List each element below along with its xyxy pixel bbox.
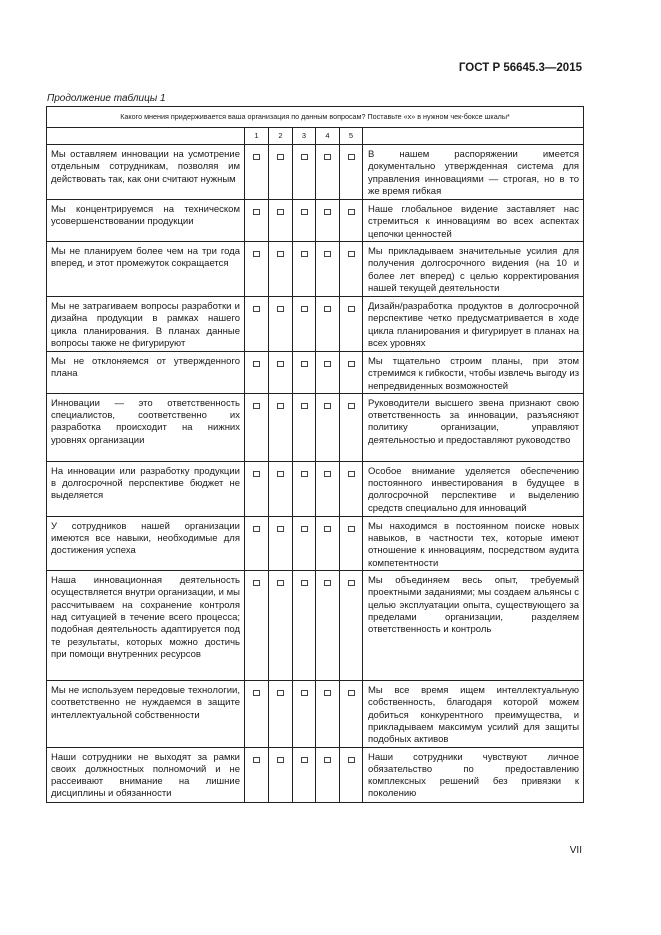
statement-right: Наши сотрудники чувствуют личное обязательство по предоставлению комплексных решений без привязки к поколению [363,747,584,802]
checkbox[interactable] [277,306,284,312]
checkbox[interactable] [277,209,284,215]
checkbox[interactable] [301,580,308,586]
checkbox[interactable] [348,361,355,367]
checkbox[interactable] [277,580,284,586]
checkbox-cell [245,352,269,394]
checkbox-cell [293,461,316,516]
statement-left: Наши сотрудники не выходят за рамки своих должностных полномочий и не рассеивают внимание на лишние дисциплины и обязанности [47,747,245,802]
checkbox[interactable] [277,526,284,532]
checkbox[interactable] [301,209,308,215]
checkbox[interactable] [277,154,284,160]
checkbox[interactable] [324,251,331,257]
statement-right: Мы все время ищем интеллектуальную собственность, благодаря которой можем добиться конкурентного преимущества, и прикладываем максимум усилий для защиты подобных активов [363,681,584,747]
checkbox-cell [245,461,269,516]
statement-right: Руководители высшего звена признают свою ответственность за инновации, разъясняют политику организации, управляют деятельностью и предоставляют руководство [363,393,584,461]
checkbox-cell [316,571,340,681]
checkbox-cell [316,297,340,352]
checkbox-cell [293,571,316,681]
checkbox-cell [269,200,293,242]
checkbox[interactable] [277,403,284,409]
checkbox[interactable] [301,403,308,409]
question-text: Какого мнения придерживается ваша организация по данным вопросам? Поставьте «x» в нужном чек-боксе шкалы* [47,107,584,128]
checkbox-cell [293,681,316,747]
checkbox[interactable] [348,209,355,215]
checkbox-cell [293,393,316,461]
checkbox[interactable] [324,526,331,532]
checkbox[interactable] [301,690,308,696]
checkbox[interactable] [253,471,260,477]
checkbox[interactable] [324,471,331,477]
scale-label-3: 3 [293,128,316,145]
checkbox-cell [340,352,363,394]
checkbox-cell [269,516,293,570]
checkbox-cell [340,747,363,802]
checkbox-cell [245,681,269,747]
checkbox[interactable] [301,757,308,763]
table-row [47,352,584,394]
checkbox-cell [269,242,293,297]
checkbox-cell [293,297,316,352]
checkbox-cell [245,747,269,802]
checkbox-cell [340,461,363,516]
scale-blank-left [47,128,245,145]
checkbox[interactable] [301,361,308,367]
checkbox-cell [269,393,293,461]
checkbox[interactable] [324,690,331,696]
table-row [47,747,584,802]
checkbox-cell [269,297,293,352]
checkbox[interactable] [348,251,355,257]
checkbox-cell [293,145,316,200]
checkbox-cell [245,516,269,570]
checkbox[interactable] [348,403,355,409]
checkbox-cell [245,571,269,681]
checkbox[interactable] [253,690,260,696]
checkbox[interactable] [253,306,260,312]
checkbox-cell [316,516,340,570]
checkbox-cell [269,352,293,394]
table-row [47,571,584,681]
statement-right: Мы объединяем весь опыт, требуемый проектными заданиями; мы создаем альянсы с целью эксплуатации опыта, существующего за пределами организации, разделяем ответственность и контроль [363,571,584,681]
table-row [47,393,584,461]
checkbox-cell [316,145,340,200]
checkbox[interactable] [324,209,331,215]
checkbox[interactable] [277,251,284,257]
statement-right: Дизайн/разработка продуктов в долгосрочной перспективе четко предусматривается в ходе цикла планирования и фигурирует в планах на всех уровнях [363,297,584,352]
checkbox[interactable] [301,471,308,477]
checkbox[interactable] [277,361,284,367]
table-row [47,242,584,297]
checkbox[interactable] [253,580,260,586]
checkbox-cell [340,297,363,352]
checkbox[interactable] [324,403,331,409]
checkbox[interactable] [324,154,331,160]
table-row [47,200,584,242]
scale-label-5: 5 [340,128,363,145]
checkbox-cell [340,200,363,242]
statement-left: Мы не используем передовые технологии, соответственно не нуждаемся в защите интеллектуальной собственности [47,681,245,747]
checkbox[interactable] [301,154,308,160]
statement-right: Мы находимся в постоянном поиске новых навыков, в частности тех, которые имеют отношение к инновациям, посредством аудита компетентности [363,516,584,570]
checkbox-cell [340,242,363,297]
statement-right: В нашем распоряжении имеется документально утвержденная система для управления инновациями — строгая, но в то же время гибкая [363,145,584,200]
assessment-table [46,106,584,803]
checkbox-cell [293,516,316,570]
table-row [47,681,584,747]
table-row [47,461,584,516]
table-caption: Продолжение таблицы 1 [47,93,166,104]
statement-left: Наша инновационная деятельность осуществляется внутри организации, и мы рассчитываем на сохранение контроля над ситуацией в течение всего процесса; подобная деятельность адаптируется под те результаты, которых можно достичь при помощи внутренних ресурсов [47,571,245,681]
checkbox[interactable] [253,251,260,257]
statement-left: На инновации или разработку продукции в долгосрочной перспективе бюджет не выделяется [47,461,245,516]
checkbox[interactable] [324,580,331,586]
checkbox[interactable] [348,580,355,586]
checkbox[interactable] [348,526,355,532]
statement-right: Мы тщательно строим планы, при этом стремимся к гибкости, чтобы извлечь выгоду из непредвиденных возможностей [363,352,584,394]
checkbox-cell [340,516,363,570]
table-row [47,516,584,570]
checkbox-cell [316,681,340,747]
checkbox-cell [316,393,340,461]
checkbox-cell [316,242,340,297]
checkbox[interactable] [324,306,331,312]
scale-label-2: 2 [269,128,293,145]
checkbox[interactable] [348,306,355,312]
checkbox[interactable] [253,361,260,367]
statement-right: Мы прикладываем значительные усилия для получения долгосрочного видения (на 10 и более лет вперед) с целью корректирования нашей текущей деятельности [363,242,584,297]
checkbox[interactable] [277,471,284,477]
checkbox[interactable] [348,471,355,477]
scale-header-row [47,128,584,145]
scale-label-1: 1 [245,128,269,145]
checkbox-cell [245,297,269,352]
statement-left: У сотрудников нашей организации имеются все навыки, необходимые для достижения успеха [47,516,245,570]
checkbox[interactable] [324,757,331,763]
checkbox-cell [316,747,340,802]
checkbox-cell [293,747,316,802]
checkbox[interactable] [301,306,308,312]
checkbox[interactable] [301,526,308,532]
checkbox[interactable] [348,154,355,160]
checkbox[interactable] [301,251,308,257]
checkbox-cell [293,352,316,394]
checkbox-cell [245,393,269,461]
checkbox-cell [340,681,363,747]
page-number: VII [569,845,582,856]
checkbox-cell [293,242,316,297]
statement-left: Мы не планируем более чем на три года вперед, и этот промежуток сокращается [47,242,245,297]
checkbox-cell [340,145,363,200]
scale-blank-right [363,128,584,145]
statement-left: Мы оставляем инновации на усмотрение отдельным сотрудникам, позволяя им действовать так, как они считают нужным [47,145,245,200]
checkbox[interactable] [253,154,260,160]
checkbox-cell [269,145,293,200]
checkbox[interactable] [253,526,260,532]
table-row [47,297,584,352]
document-code: ГОСТ Р 56645.3—2015 [458,62,582,74]
checkbox[interactable] [348,690,355,696]
checkbox-cell [316,352,340,394]
table-row [47,145,584,200]
checkbox[interactable] [348,757,355,763]
question-header-row [47,107,584,128]
checkbox[interactable] [253,209,260,215]
statement-left: Мы не затрагиваем вопросы разработки и дизайна продукции в рамках нашего цикла планирования. В планах данные вопросы также не фигурируют [47,297,245,352]
statement-right: Особое внимание уделяется обеспечению постоянного инвестирования в будущее в долгосрочной перспективе и выделению средств специально для инноваций [363,461,584,516]
checkbox-cell [245,242,269,297]
checkbox-cell [269,681,293,747]
checkbox-cell [316,200,340,242]
checkbox-cell [269,747,293,802]
checkbox-cell [245,145,269,200]
checkbox-cell [245,200,269,242]
checkbox-cell [340,393,363,461]
checkbox[interactable] [253,403,260,409]
checkbox[interactable] [253,757,260,763]
checkbox-cell [316,461,340,516]
checkbox[interactable] [277,757,284,763]
checkbox-cell [269,571,293,681]
checkbox-cell [293,200,316,242]
statement-left: Мы концентрируемся на техническом усовершенствовании продукции [47,200,245,242]
checkbox-cell [340,571,363,681]
checkbox[interactable] [277,690,284,696]
statement-right: Наше глобальное видение заставляет нас стремиться к инновациям во всех аспектах цепочки ценностей [363,200,584,242]
statement-left: Инновации — это ответственность специалистов, соответственно их разработка происходит на нижних уровнях организации [47,393,245,461]
statement-left: Мы не отклоняемся от утвержденного плана [47,352,245,394]
checkbox[interactable] [324,361,331,367]
checkbox-cell [269,461,293,516]
scale-label-4: 4 [316,128,340,145]
